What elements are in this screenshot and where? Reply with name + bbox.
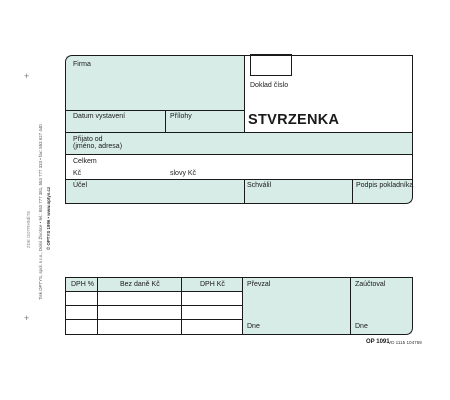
printer-info: Tisk OPTYS, spol. s r.o., Dolní Životice • tel.: 553 777 381, 553 777 333 • fax: 553 627 440: [38, 124, 43, 300]
ucel-label: Účel: [73, 182, 88, 189]
upper-form-frame: [65, 55, 413, 204]
form-code: OP 1091: [366, 339, 390, 345]
bez-dane-header: Bez daně Kč: [120, 281, 160, 288]
publisher-web: © OPTYS 1996 • www.optys.cz: [46, 186, 51, 250]
datum-vystaveni-label: Datum vystavení: [73, 113, 126, 120]
firma-label: Firma: [73, 61, 91, 68]
dph-pct-header: DPH %: [71, 281, 94, 288]
crosshair-mark-top: +: [24, 71, 30, 81]
prilohy-label: Přílohy: [170, 113, 192, 120]
crosshair-mark-bottom: +: [24, 313, 30, 323]
zauctoval-date-label: Dne: [355, 323, 368, 330]
lower-form-frame: [65, 277, 413, 335]
dph-kc-header: DPH Kč: [200, 281, 225, 288]
zauctoval-label: Zaúčtoval: [355, 281, 386, 288]
kc-label: Kč: [73, 170, 82, 177]
document-title: STVRZENKA: [248, 112, 340, 128]
doklad-cislo-label: Doklad číslo: [250, 82, 289, 89]
celkem-label: Celkem: [73, 158, 97, 165]
prevzal-label: Převzal: [247, 281, 271, 288]
prijato-od-label: Přijato od: [73, 136, 103, 143]
prevzal-date-label: Dne: [247, 323, 260, 330]
slovy-kc-label: slovy Kč: [170, 170, 197, 177]
schvalil-label: Schválil: [247, 182, 272, 189]
form-code-small: VD 1115 104759: [388, 339, 422, 345]
prijato-od-sublabel: (jméno, adresa): [73, 143, 123, 150]
tear-here-text: ZDE ODTRHNĚTE: [26, 210, 31, 248]
podpis-pokladnika-label: Podpis pokladníka: [356, 182, 414, 189]
